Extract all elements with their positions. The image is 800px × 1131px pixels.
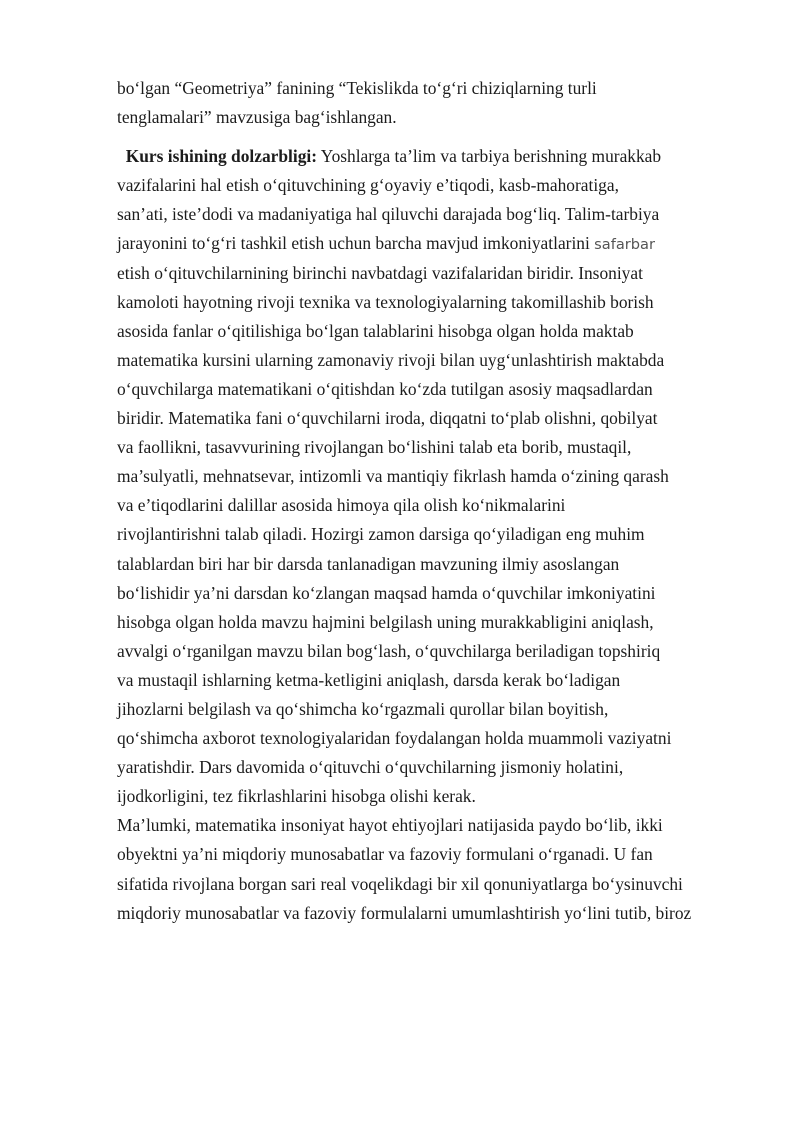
document-body	[117, 74, 742, 928]
paragraph-line: avvalgi o‘rganilgan mavzu bilan bog‘lash, o‘quvchilarga beriladigan topshiriq	[117, 640, 661, 661]
paragraph-line: etish o‘qituvchilarnining birinchi navbatdagi vazifalaridan biridir. Insoniyat	[117, 262, 643, 283]
highlighted-word: safarbar	[594, 236, 655, 254]
paragraph-line: va faollikni, tasavvurining rivojlangan bo‘lishini talab eta borib, mustaqil,	[117, 437, 632, 458]
paragraph-line: qo‘shimcha axborot texnologiyalaridan foydalangan holda muammoli vaziyatni	[117, 728, 672, 749]
paragraph-line: biridir. Matematika fani o‘quvchilarni iroda, diqqatni to‘plab olishni, qobilyat	[117, 408, 658, 429]
section-first-line-text: Yoshlarga ta’lim va tarbiya berishning murakkab	[317, 146, 662, 167]
paragraph-line: va e’tiqodlarini dalillar asosida himoya qila olish ko‘nikmalarini	[117, 495, 566, 516]
paragraph-line: kamoloti hayotning rivoji texnika va texnologiyalarning takomillashib borish	[117, 291, 654, 312]
paragraph-line: miqdoriy munosabatlar va fazoviy formulalarni umumlashtirish yo‘lini tutib, biroz	[117, 902, 692, 923]
paragraph-line: matematika kursini ularning zamonaviy rivoji bilan uyg‘unlashtirish maktabda	[117, 349, 665, 370]
paragraph-line: sifatida rivojlana borgan sari real voqelikdagi bir xil qonuniyatlarga bo‘ysinuvchi	[117, 873, 683, 894]
paragraph-line: jihozlarni belgilash va qo‘shimcha ko‘rgazmali qurollar bilan boyitish,	[117, 698, 609, 719]
paragraph-line	[117, 229, 742, 258]
paragraph-line: talablardan biri har bir darsda tanlanadigan mavzuning ilmiy asoslangan	[117, 553, 620, 574]
intro-line: tenglamalari” mavzusiga bag‘ishlangan.	[117, 107, 397, 128]
paragraph-line: bo‘lishidir ya’ni darsdan ko‘zlangan maqsad hamda o‘quvchilar imkoniyatini	[117, 582, 656, 603]
intro-line: bo‘lgan “Geometriya” fanining “Tekislikda to‘g‘ri chiziqlarning turli	[117, 78, 597, 98]
section-first-line	[117, 142, 742, 171]
paragraph-line: rivojlantirishni talab qiladi. Hozirgi zamon darsiga qo‘yiladigan eng muhim	[117, 524, 645, 545]
paragraph-line: ijodkorligini, tez fikrlashlarini hisobga olishi kerak.	[117, 786, 476, 807]
paragraph-line: san’ati, iste’dodi va madaniyatiga hal qiluvchi darajada bog‘liq. Talim-tarbiya	[117, 204, 660, 225]
paragraph-line: va mustaqil ishlarning ketma-ketligini aniqlash, darsda kerak bo‘ladigan	[117, 669, 621, 690]
paragraph-line: o‘quvchilarga matematikani o‘qitishdan ko‘zda tutilgan asosiy maqsadlardan	[117, 378, 653, 399]
paragraph-line: hisobga olgan holda mavzu hajmini belgilash uning murakkabligini aniqlash,	[117, 611, 654, 632]
section-heading: Kurs ishining dolzarbligi:	[125, 146, 318, 167]
paragraph-line: Ma’lumki, matematika insoniyat hayot ehtiyojlari natijasida paydo bo‘lib, ikki	[117, 815, 663, 836]
paragraph-line: obyektni ya’ni miqdoriy munosabatlar va fazoviy formulani o‘rganadi. U fan	[117, 844, 653, 865]
paragraph-line-text: jarayonini to‘g‘ri tashkil etish uchun barcha mavjud imkoniyatlarini	[117, 233, 595, 254]
paragraph-line: yaratishdir. Dars davomida o‘qituvchi o‘quvchilarning jismoniy holatini,	[117, 757, 624, 778]
paragraph-line: vazifalarini hal etish o‘qituvchining g‘oyaviy e’tiqodi, kasb-mahoratiga,	[117, 175, 619, 196]
paragraph-line: ma’sulyatli, mehnatsevar, intizomli va mantiqiy fikrlash hamda o‘zining qarash	[117, 466, 669, 487]
paragraph-line: asosida fanlar o‘qitilishiga bo‘lgan talablarini hisobga olgan holda maktab	[117, 320, 634, 341]
paragraph-gap	[117, 132, 742, 142]
